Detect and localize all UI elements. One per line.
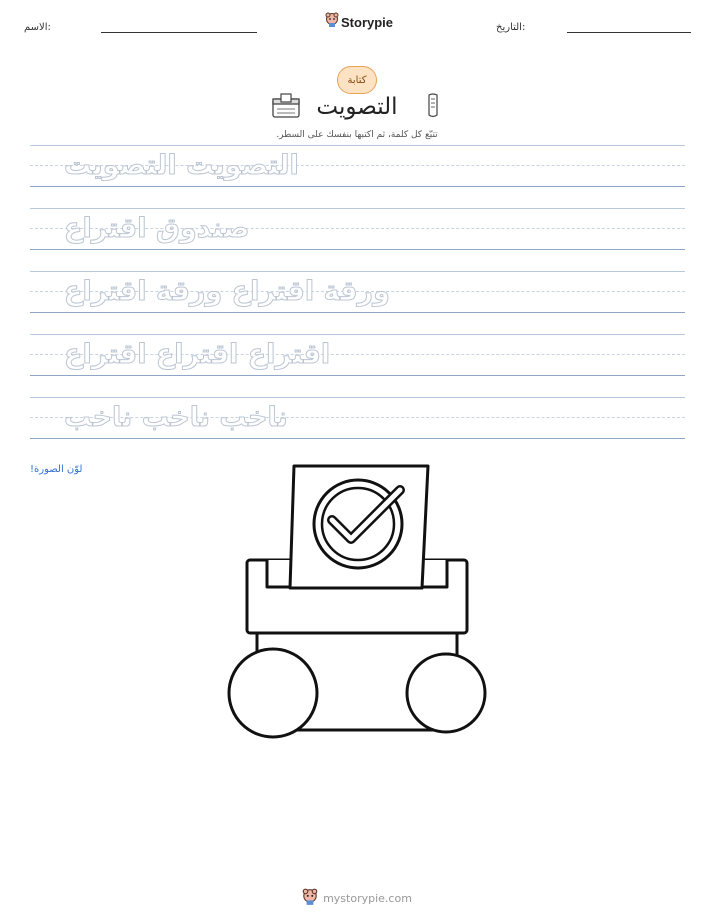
tracing-row[interactable] bbox=[30, 213, 685, 253]
trace-text: التصويت التصويت bbox=[64, 150, 299, 181]
trace-text: اقتراع اقتراع اقتراع bbox=[64, 339, 331, 370]
tracing-row[interactable] bbox=[30, 276, 685, 316]
rule-top bbox=[30, 397, 685, 398]
footer-url[interactable]: mystorypie.com bbox=[323, 892, 412, 905]
rule-top bbox=[30, 334, 685, 335]
name-line[interactable] bbox=[101, 32, 257, 33]
color-prompt: لوّن الصورة! bbox=[30, 464, 83, 475]
mascot-icon bbox=[302, 888, 318, 909]
tracing-row[interactable] bbox=[30, 150, 685, 190]
trace-text: صندوق اقتراع bbox=[64, 213, 250, 244]
rule-top bbox=[30, 208, 685, 209]
rule-top bbox=[30, 145, 685, 146]
instructions: تتبّع كل كلمة، ثم اكتبها بنفسك على السطر. bbox=[276, 130, 438, 140]
date-line[interactable] bbox=[567, 32, 691, 33]
rule-baseline bbox=[30, 312, 685, 313]
category-badge: كتابة bbox=[337, 66, 377, 94]
rule-baseline bbox=[30, 375, 685, 376]
ballot-box-check-illustration[interactable] bbox=[220, 460, 495, 749]
trace-text: ناخب ناخب ناخب bbox=[64, 402, 288, 433]
scroll-icon bbox=[425, 93, 441, 123]
tracing-row[interactable] bbox=[30, 402, 685, 442]
rule-baseline bbox=[30, 186, 685, 187]
mascot-icon bbox=[325, 12, 339, 32]
trace-text: ورقة اقتراع ورقة اقتراع bbox=[64, 276, 390, 307]
tracing-row[interactable] bbox=[30, 339, 685, 379]
name-label: الاسم: bbox=[24, 22, 51, 33]
rule-baseline bbox=[30, 249, 685, 250]
rule-top bbox=[30, 271, 685, 272]
worksheet-title: التصويت bbox=[316, 94, 398, 120]
brand-logo bbox=[325, 12, 393, 32]
rule-baseline bbox=[30, 438, 685, 439]
brand-name: Storypie bbox=[341, 14, 394, 30]
footer bbox=[0, 888, 714, 909]
date-label: التاريخ: bbox=[496, 22, 526, 33]
